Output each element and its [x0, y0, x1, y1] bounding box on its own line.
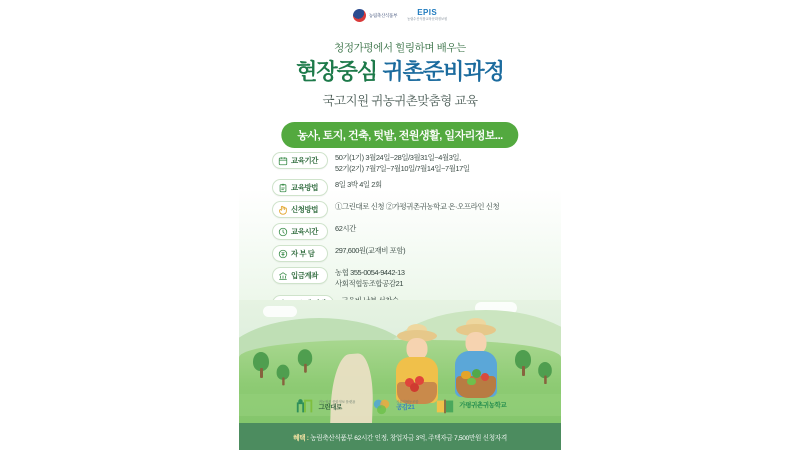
partner-logo-label — [319, 401, 356, 412]
info-value — [328, 223, 534, 235]
info-chip — [272, 201, 328, 218]
partner-logo-tiny: 귀농귀촌 종합정보 플랫폼 — [318, 399, 356, 404]
partner-logo-label — [396, 401, 418, 412]
info-value — [328, 245, 534, 257]
partner-logo-greendaero — [294, 396, 356, 416]
tree-icon — [277, 365, 290, 386]
info-chip — [272, 267, 328, 284]
info-value — [328, 267, 534, 289]
greendaero-icon — [294, 396, 316, 416]
info-value-line: 297,600원(교재비 포함) — [335, 246, 406, 256]
footer-text — [293, 432, 507, 442]
info-value-line: 52기(2기) 7월7일~7월10일/7월14일~7월17일 — [335, 163, 470, 173]
info-row — [272, 245, 534, 262]
info-value-line: 50기(1기) 3월24일~28일/3월31일~4월3일, — [335, 153, 461, 162]
info-row — [272, 179, 534, 196]
info-label: 신청방법 — [291, 205, 318, 215]
partner-logo-name: 그린대로 — [318, 404, 343, 412]
info-value-line: 8일 3박 4일 2회 — [335, 180, 382, 190]
info-value — [328, 152, 534, 174]
headline-subtitle: 청정가평에서 힐링하며 배우는 — [334, 42, 466, 54]
info-chip — [272, 152, 328, 169]
info-chip — [272, 245, 328, 262]
bank-icon — [278, 271, 288, 281]
info-list — [272, 152, 534, 317]
partner-logo-gonggam — [371, 396, 418, 416]
info-row — [272, 267, 534, 289]
info-label: 교육시간 — [291, 227, 318, 237]
partner-logo-name: 가평귀촌귀농학교 — [459, 402, 507, 410]
calendar-icon — [278, 156, 288, 166]
epis-logo-word: EPIS — [417, 8, 438, 18]
partner-logo-row — [239, 396, 561, 416]
headline-main-part2: 귀촌준비과정 — [382, 59, 504, 84]
book-icon — [434, 396, 456, 416]
info-value-line: 사회적협동조합공감21 — [335, 279, 404, 289]
tree-icon — [298, 349, 312, 372]
tree-icon — [253, 352, 269, 378]
right-blank-margin — [561, 0, 800, 450]
headline-third: 국고지원 귀농귀촌맞춤형 교육 — [322, 94, 478, 109]
info-value — [328, 201, 534, 213]
info-label: 교육방법 — [291, 183, 318, 193]
hand-icon — [278, 205, 288, 215]
info-row — [272, 201, 534, 218]
partner-logo-label — [459, 402, 506, 409]
info-value-line: 농협 355-0054-9442-13 — [335, 268, 405, 278]
epis-logo-sub: 농림수산식품교육문화정보원 — [407, 17, 448, 22]
info-chip — [272, 179, 328, 196]
partner-logo-name: 공감21 — [396, 404, 415, 412]
korea-government-emblem-icon — [351, 7, 368, 24]
clock-icon — [278, 227, 288, 237]
info-label: 자 부 담 — [291, 249, 315, 259]
topics-banner: 농사, 토지, 건축, 텃밭, 전원생활, 일자리정보... — [281, 122, 518, 148]
footer-message: 농림축산식품부 62시간 인정, 창업자금 3억, 주택자금 7,500만원 신청자격 — [310, 434, 507, 442]
info-row — [272, 152, 534, 174]
tree-icon — [515, 350, 531, 376]
headline-main-part1: 현장중심 — [296, 59, 378, 84]
info-label: 입금계좌 — [291, 271, 318, 281]
partner-logo-tiny: 사회적협동조합 — [396, 399, 419, 404]
partner-logo-school — [434, 396, 506, 416]
headline-main — [239, 60, 561, 84]
headline-block — [239, 40, 561, 109]
info-chip — [272, 223, 328, 240]
info-label: 교육기간 — [291, 156, 318, 165]
left-blank-margin — [0, 0, 239, 450]
epis-logo — [407, 9, 447, 21]
government-logo — [353, 9, 397, 22]
top-logo-row — [239, 9, 561, 22]
cloud-icon — [263, 306, 297, 317]
info-value-line: ①그린대로 신청 ②가평귀촌귀농학교 온·오프라인 신청 — [335, 202, 500, 212]
info-value-line: 62시간 — [335, 224, 356, 234]
info-row — [272, 223, 534, 240]
tree-icon — [538, 362, 552, 384]
government-logo-label: 농림축산식품부 — [368, 12, 398, 18]
poster — [239, 0, 561, 450]
footer-bar — [239, 423, 561, 450]
footer-tag: 혜택 : — [293, 434, 309, 442]
clipboard-icon — [278, 183, 288, 193]
coin-icon — [278, 249, 288, 259]
gonggam-icon — [371, 396, 393, 416]
info-value — [328, 179, 534, 191]
